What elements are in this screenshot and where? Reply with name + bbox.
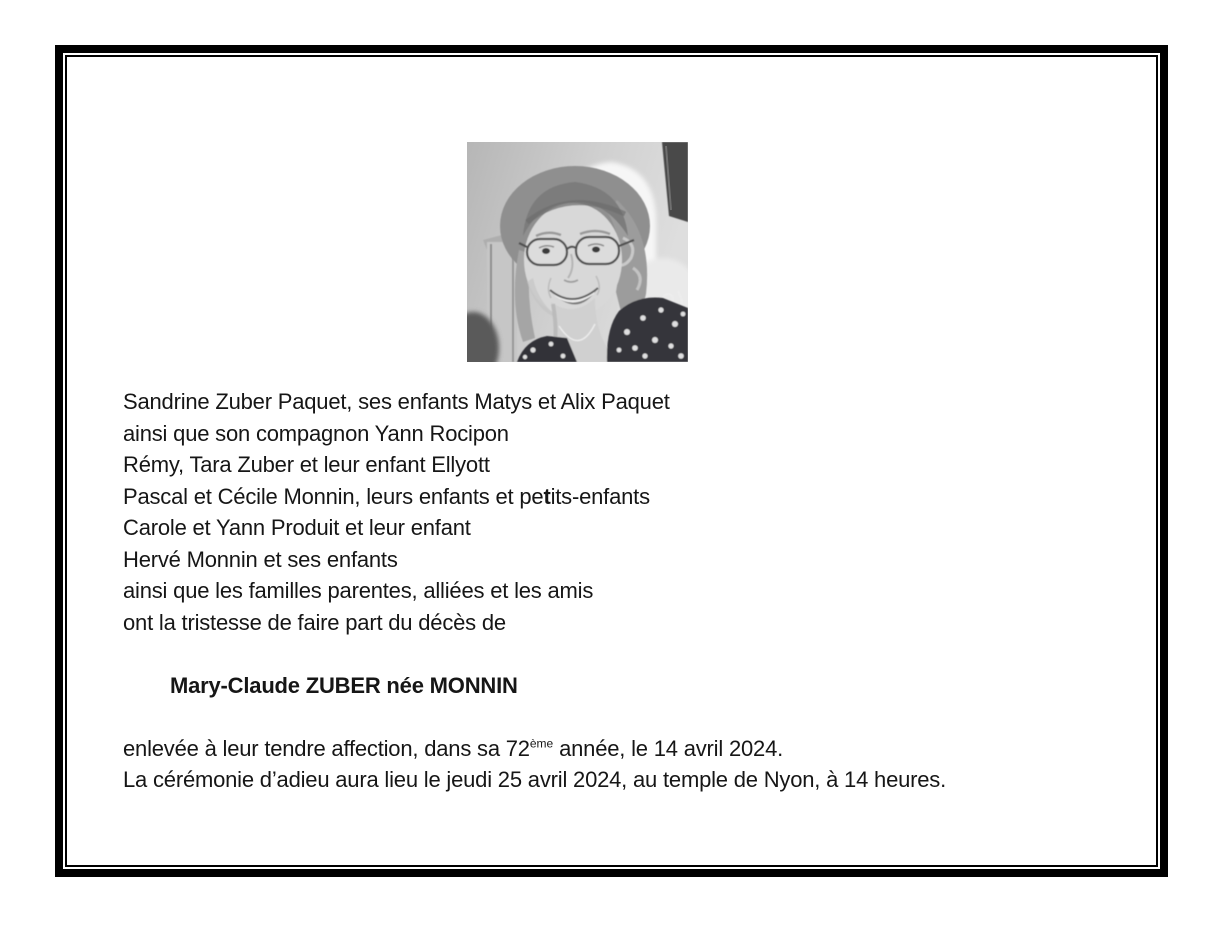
deceased-name: Mary-Claude ZUBER née MONNIN bbox=[170, 672, 518, 698]
text-segment-bold: t bbox=[543, 483, 551, 509]
text-segment: its-enfants bbox=[550, 483, 650, 509]
text-segment: Pascal et Cécile Monnin, leurs enfants et pe bbox=[123, 483, 544, 509]
text-segment: année, le 14 avril 2024. bbox=[553, 735, 784, 761]
portrait-photo bbox=[467, 142, 688, 362]
closing-line-2: La cérémonie d’adieu aura lieu le jeudi 25 avril 2024, au temple de Nyon, à 14 heures. bbox=[123, 767, 947, 792]
ordinal-superscript: ème bbox=[529, 736, 554, 751]
closing-line-1 bbox=[123, 733, 1103, 765]
blank-line bbox=[123, 638, 1103, 670]
announcement-text-block bbox=[123, 386, 1103, 796]
family-line-8: ont la tristesse de faire part du décès de bbox=[123, 609, 506, 635]
family-line-2: ainsi que son compagnon Yann Rocipon bbox=[123, 420, 509, 446]
family-line-4 bbox=[123, 481, 1103, 513]
portrait-photo-graphic bbox=[467, 142, 688, 362]
family-line-5: Carole et Yann Produit et leur enfant bbox=[123, 515, 471, 540]
blank-line bbox=[123, 701, 1103, 733]
family-line-3: Rémy, Tara Zuber et leur enfant Ellyott bbox=[123, 452, 490, 477]
text-segment: enlevée à leur tendre affection, dans sa 72 bbox=[123, 735, 530, 761]
family-line-7: ainsi que les familles parentes, alliées et les amis bbox=[123, 578, 594, 603]
family-line-1: Sandrine Zuber Paquet, ses enfants Matys et Alix Paquet bbox=[123, 389, 670, 414]
family-line-6: Hervé Monnin et ses enfants bbox=[123, 546, 398, 572]
